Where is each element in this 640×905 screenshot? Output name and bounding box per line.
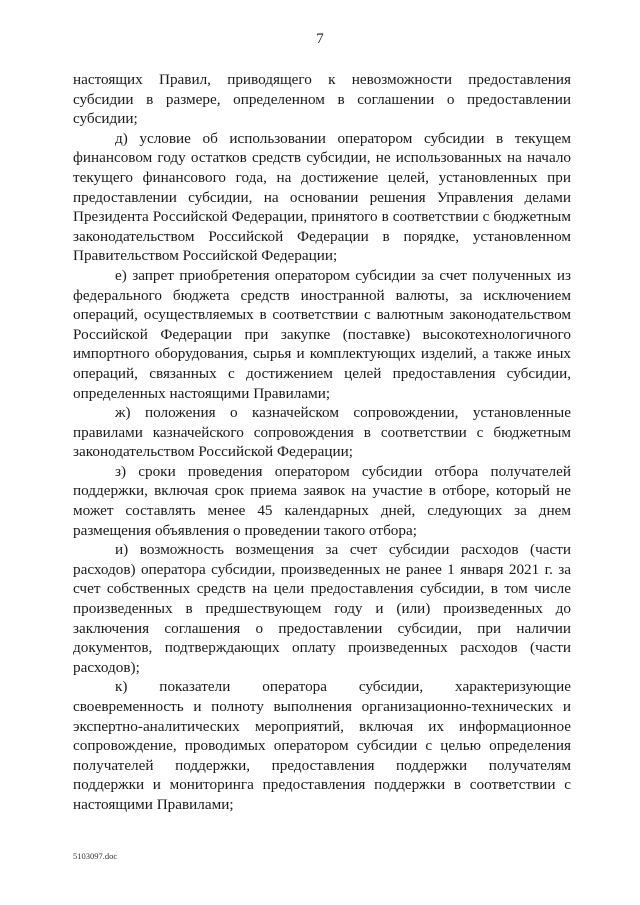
- page-number: 7: [316, 31, 324, 47]
- paragraph-item-z: з) сроки проведения оператором субсидии отбора получателей поддержки, включая срок приема заявок на участие в отборе, который не может составлять менее 45 календарных дней, следующих за днем размещения объявления о проведении такого отбора;: [73, 462, 571, 539]
- paragraph-item-zh: ж) положения о казначейском сопровождении, установленные правилами казначейского сопровождения в соответствии с бюджетным законодательством Российской Федерации;: [73, 404, 571, 461]
- paragraph-item-k: к) показатели оператора субсидии, характеризующие своевременность и полноту выполнения организационно-технических и экспертно-аналитических мероприятий, включая их информационное сопровождение, проводимых оператором субсидии с целью определения получателей поддержки, предоставления поддержки получателям поддержки и мониторинга предоставления поддержки в соответствии с настоящими Правилами;: [73, 678, 571, 813]
- document-body: [73, 70, 571, 815]
- document-code: 5103097.doc: [73, 851, 118, 861]
- paragraph-item-e: е) запрет приобретения оператором субсидии за счет полученных из федерального бюджета средств иностранной валюты, за исключением операций, осуществляемых в соответствии с валютным законодательством Российской Федерации при закупке (поставке) высокотехнологичного импортного оборудования, сырья и комплектующих изделий, а также иных операций, связанных с достижением целей предоставления субсидии, определенных настоящими Правилами;: [73, 266, 571, 402]
- paragraph-continuation: настоящих Правил, приводящего к невозможности предоставления субсидии в размере, определенном в соглашении о предоставлении субсидии;: [73, 71, 571, 128]
- paragraph-item-i: и) возможность возмещения за счет субсидии расходов (части расходов) оператора субсидии, произведенных не ранее 1 января 2021 г. за счет собственных средств на цели предоставления субсидии, в том числе произведенных в предшествующем году и (или) произведенных до заключения соглашения о предоставлении субсидии, при наличии документов, подтверждающих оплату произведенных расходов (части расходов);: [73, 541, 571, 676]
- paragraph-item-d: д) условие об использовании оператором субсидии в текущем финансовом году остатков средств субсидии, не использованных на начало текущего финансового года, на достижение целей, установленных при предоставлении субсидии, на основании решения Управления делами Президента Российской Федерации, принятого в соответствии с бюджетным законодательством Российской Федерации в порядке, установленном Правительством Российской Федерации;: [73, 129, 571, 265]
